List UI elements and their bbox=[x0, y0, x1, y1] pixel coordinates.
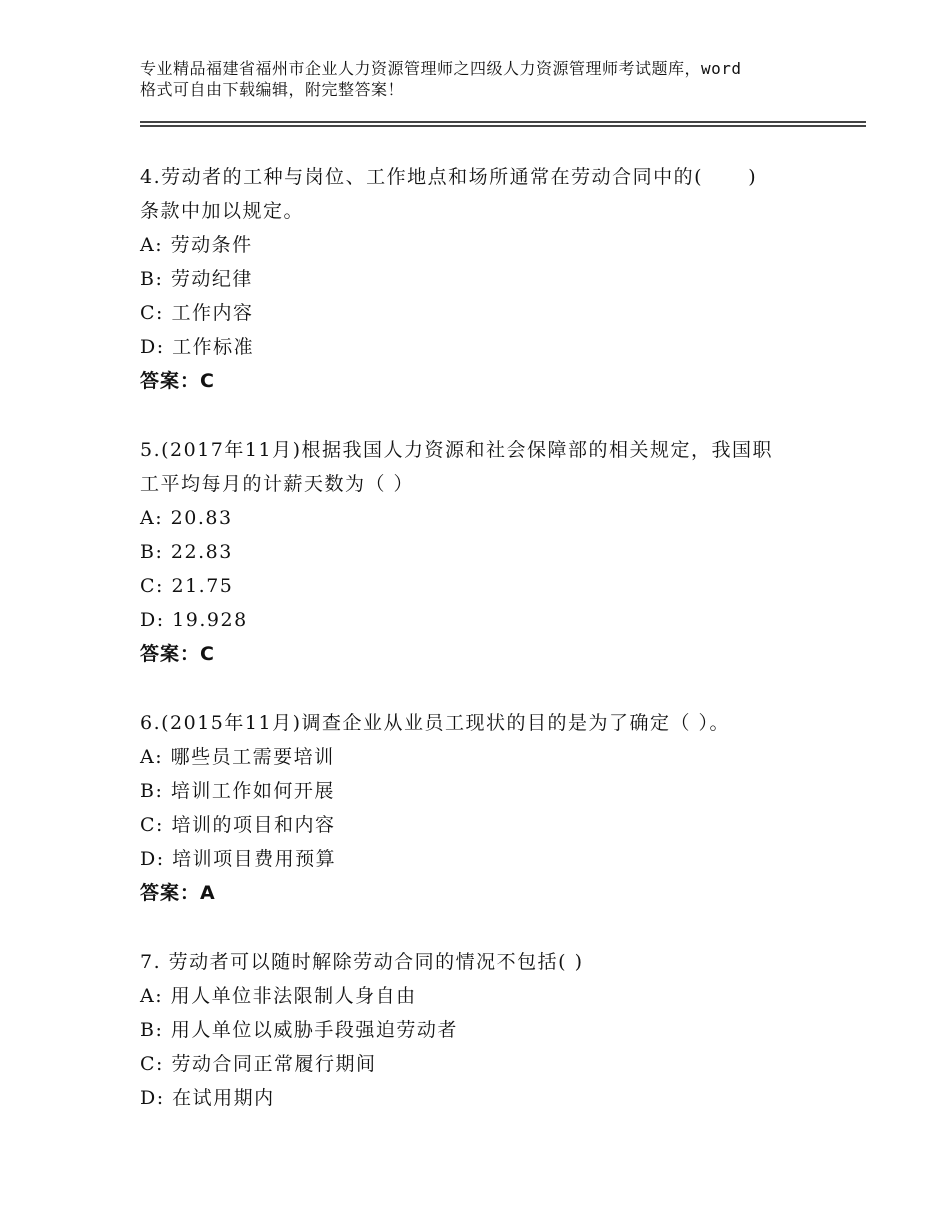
question-6 bbox=[140, 706, 820, 910]
option-c: C: 劳动合同正常履行期间 bbox=[140, 1053, 377, 1075]
question-stem: 4.劳动者的工种与岗位、工作地点和场所通常在劳动合同中的( ) bbox=[140, 166, 758, 188]
option-a: A: 哪些员工需要培训 bbox=[140, 746, 335, 768]
option-b: B: 培训工作如何开展 bbox=[140, 780, 335, 802]
question-7 bbox=[140, 945, 820, 1115]
question-stem: 条款中加以规定。 bbox=[140, 200, 305, 222]
option-a: A: 劳动条件 bbox=[140, 234, 253, 256]
question-stem: 7. 劳动者可以随时解除劳动合同的情况不包括( ) bbox=[140, 951, 584, 973]
header-divider-top bbox=[140, 121, 866, 123]
option-c: C: 21.75 bbox=[140, 575, 234, 597]
option-d: D: 工作标准 bbox=[140, 336, 255, 358]
option-d: D: 培训项目费用预算 bbox=[140, 848, 337, 870]
question-stem: 6.(2015年11月)调查企业从业员工现状的目的是为了确定（ ）。 bbox=[140, 712, 731, 734]
answer: 答案：C bbox=[140, 370, 215, 392]
header-line-1: 专业精品福建省福州市企业人力资源管理师之四级人力资源管理师考试题库，word bbox=[140, 59, 742, 78]
option-b: B: 用人单位以威胁手段强迫劳动者 bbox=[140, 1019, 458, 1041]
option-a: A: 20.83 bbox=[140, 507, 233, 529]
question-stem: 工平均每月的计薪天数为（ ） bbox=[140, 473, 415, 495]
question-stem: 5.(2017年11月)根据我国人力资源和社会保障部的相关规定，我国职 bbox=[140, 439, 773, 461]
option-d: D: 19.928 bbox=[140, 609, 248, 631]
option-c: C: 工作内容 bbox=[140, 302, 254, 324]
option-d: D: 在试用期内 bbox=[140, 1087, 275, 1109]
option-a: A: 用人单位非法限制人身自由 bbox=[140, 985, 417, 1007]
option-b: B: 22.83 bbox=[140, 541, 233, 563]
question-4 bbox=[140, 160, 820, 398]
answer: 答案：C bbox=[140, 643, 215, 665]
document-header bbox=[140, 58, 840, 100]
header-line-2: 格式可自由下载编辑，附完整答案！ bbox=[140, 80, 405, 99]
option-c: C: 培训的项目和内容 bbox=[140, 814, 336, 836]
option-b: B: 劳动纪律 bbox=[140, 268, 253, 290]
answer: 答案：A bbox=[140, 882, 216, 904]
header-divider-bottom bbox=[140, 125, 866, 127]
question-5 bbox=[140, 433, 820, 671]
